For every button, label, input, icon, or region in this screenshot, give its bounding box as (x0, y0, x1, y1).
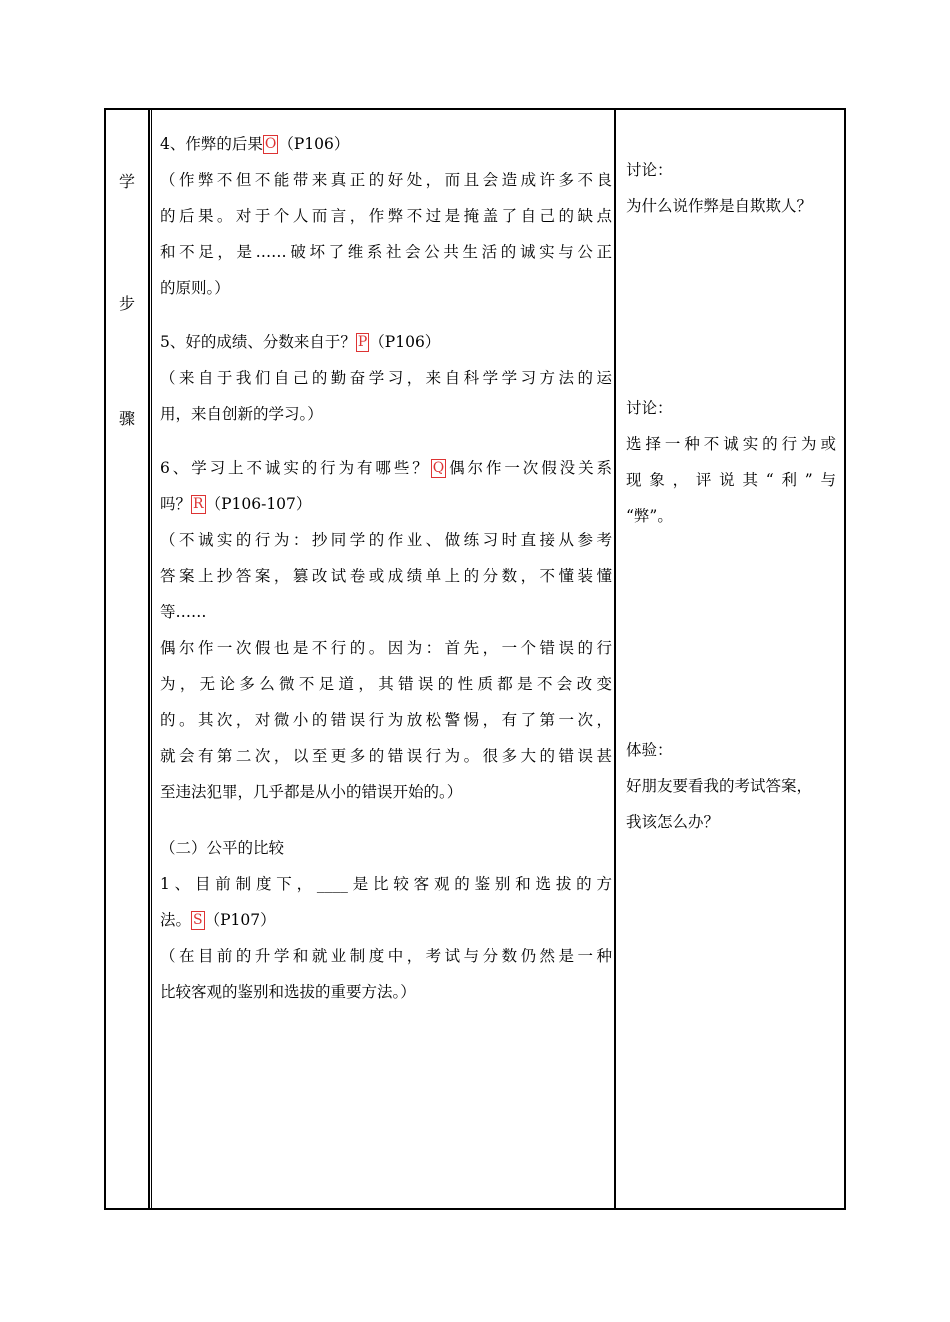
side-label-char: 步 (118, 294, 135, 313)
column-divider-left (148, 108, 150, 1210)
item6-answer-line: 为，无论多么微不足道，其错误的性质都是不会改变 (160, 675, 612, 693)
discuss1-text: 为什么说作弊是自欺欺人？ (626, 197, 813, 215)
item6-answer-line: 答案上抄答案，篡改试卷或成绩单上的分数，不懂装懂 (160, 567, 612, 585)
table-right-border (844, 108, 846, 1210)
item6-answer-line: （不诚实的行为：抄同学的作业、做练习时直接从参考 (160, 531, 612, 549)
item6-answer-line: 等…… (160, 603, 207, 621)
table-left-border (104, 108, 106, 1210)
item5-heading: 5、好的成绩、分数来自于？ P （P106） (160, 333, 441, 351)
column-divider-right (614, 108, 616, 1210)
item5-answer-line: （来自于我们自己的勤奋学习，来自科学学习方法的运 (160, 369, 612, 387)
item4-answer-line: （作弊不但不能带来真正的好处，而且会造成许多不良 (160, 171, 612, 189)
lesson-table (104, 108, 846, 1210)
discuss2-line: 选择一种不诚实的行为或 (626, 435, 836, 453)
table-top-border (104, 108, 846, 110)
experience-line: 好朋友要看我的考试答案， (626, 777, 813, 795)
item6-answer-line: 偶尔作一次假也是不行的。因为：首先，一个错误的行 (160, 639, 612, 657)
s2-item1-answer-line: 比较客观的鉴别和选拔的重要方法。） (160, 983, 416, 1001)
discuss2-line: 现象，评说其“利”与 (626, 471, 836, 489)
item4-answer-line: 和不足，是……破坏了维系社会公共生活的诚实与公正 (160, 243, 612, 261)
activity-column (626, 152, 836, 840)
item4-answer-line: 的原则。） (160, 279, 230, 297)
item6-answer-line: 就会有第二次，以至更多的错误行为。很多大的错误甚 (160, 747, 612, 765)
annotation-mark: R (193, 496, 204, 512)
item6-heading: 6、学习上不诚实的行为有哪些？ Q 偶尔作一次假没关系 (160, 459, 612, 477)
annotation-mark: O (264, 136, 277, 152)
side-label-char: 骤 (118, 409, 135, 428)
item4-heading: 4、作弊的后果 O （P106） (160, 135, 350, 153)
item6-answer-line: 至违法犯罪，几乎都是从小的错误开始的。） (160, 783, 463, 801)
annotation-mark: Q (432, 460, 445, 476)
table-bottom-border (104, 1208, 846, 1210)
item4-answer-line: 的后果。对于个人而言，作弊不过是掩盖了自己的缺点 (160, 207, 612, 225)
s2-item1-heading: 1、目前制度下，____是比较客观的鉴别和选拔的方 (160, 875, 612, 893)
section2-title: （二）公平的比较 (160, 839, 285, 857)
annotation-mark: S (193, 912, 203, 928)
discuss1-label: 讨论： (626, 161, 673, 179)
s2-item1-heading-cont: 法。 S （P107） (160, 911, 276, 929)
discuss2-line: “弊”。 (626, 507, 673, 525)
discuss2-label: 讨论： (626, 399, 673, 417)
experience-label: 体验： (626, 741, 673, 759)
column-divider-left-inner (151, 108, 152, 1210)
experience-line: 我该怎么办？ (626, 813, 720, 831)
item6-heading-cont: 吗？ R （P106-107） (160, 495, 312, 513)
s2-item1-answer-line: （在目前的升学和就业制度中，考试与分数仍然是一种 (160, 947, 612, 965)
annotation-mark: P (357, 334, 368, 350)
item6-answer-line: 的。其次，对微小的错误行为放松警惕，有了第一次， (160, 711, 612, 729)
side-label-char: 学 (118, 172, 135, 191)
item5-answer-line: 用，来自创新的学习。） (160, 405, 323, 423)
content-column (160, 126, 612, 1010)
